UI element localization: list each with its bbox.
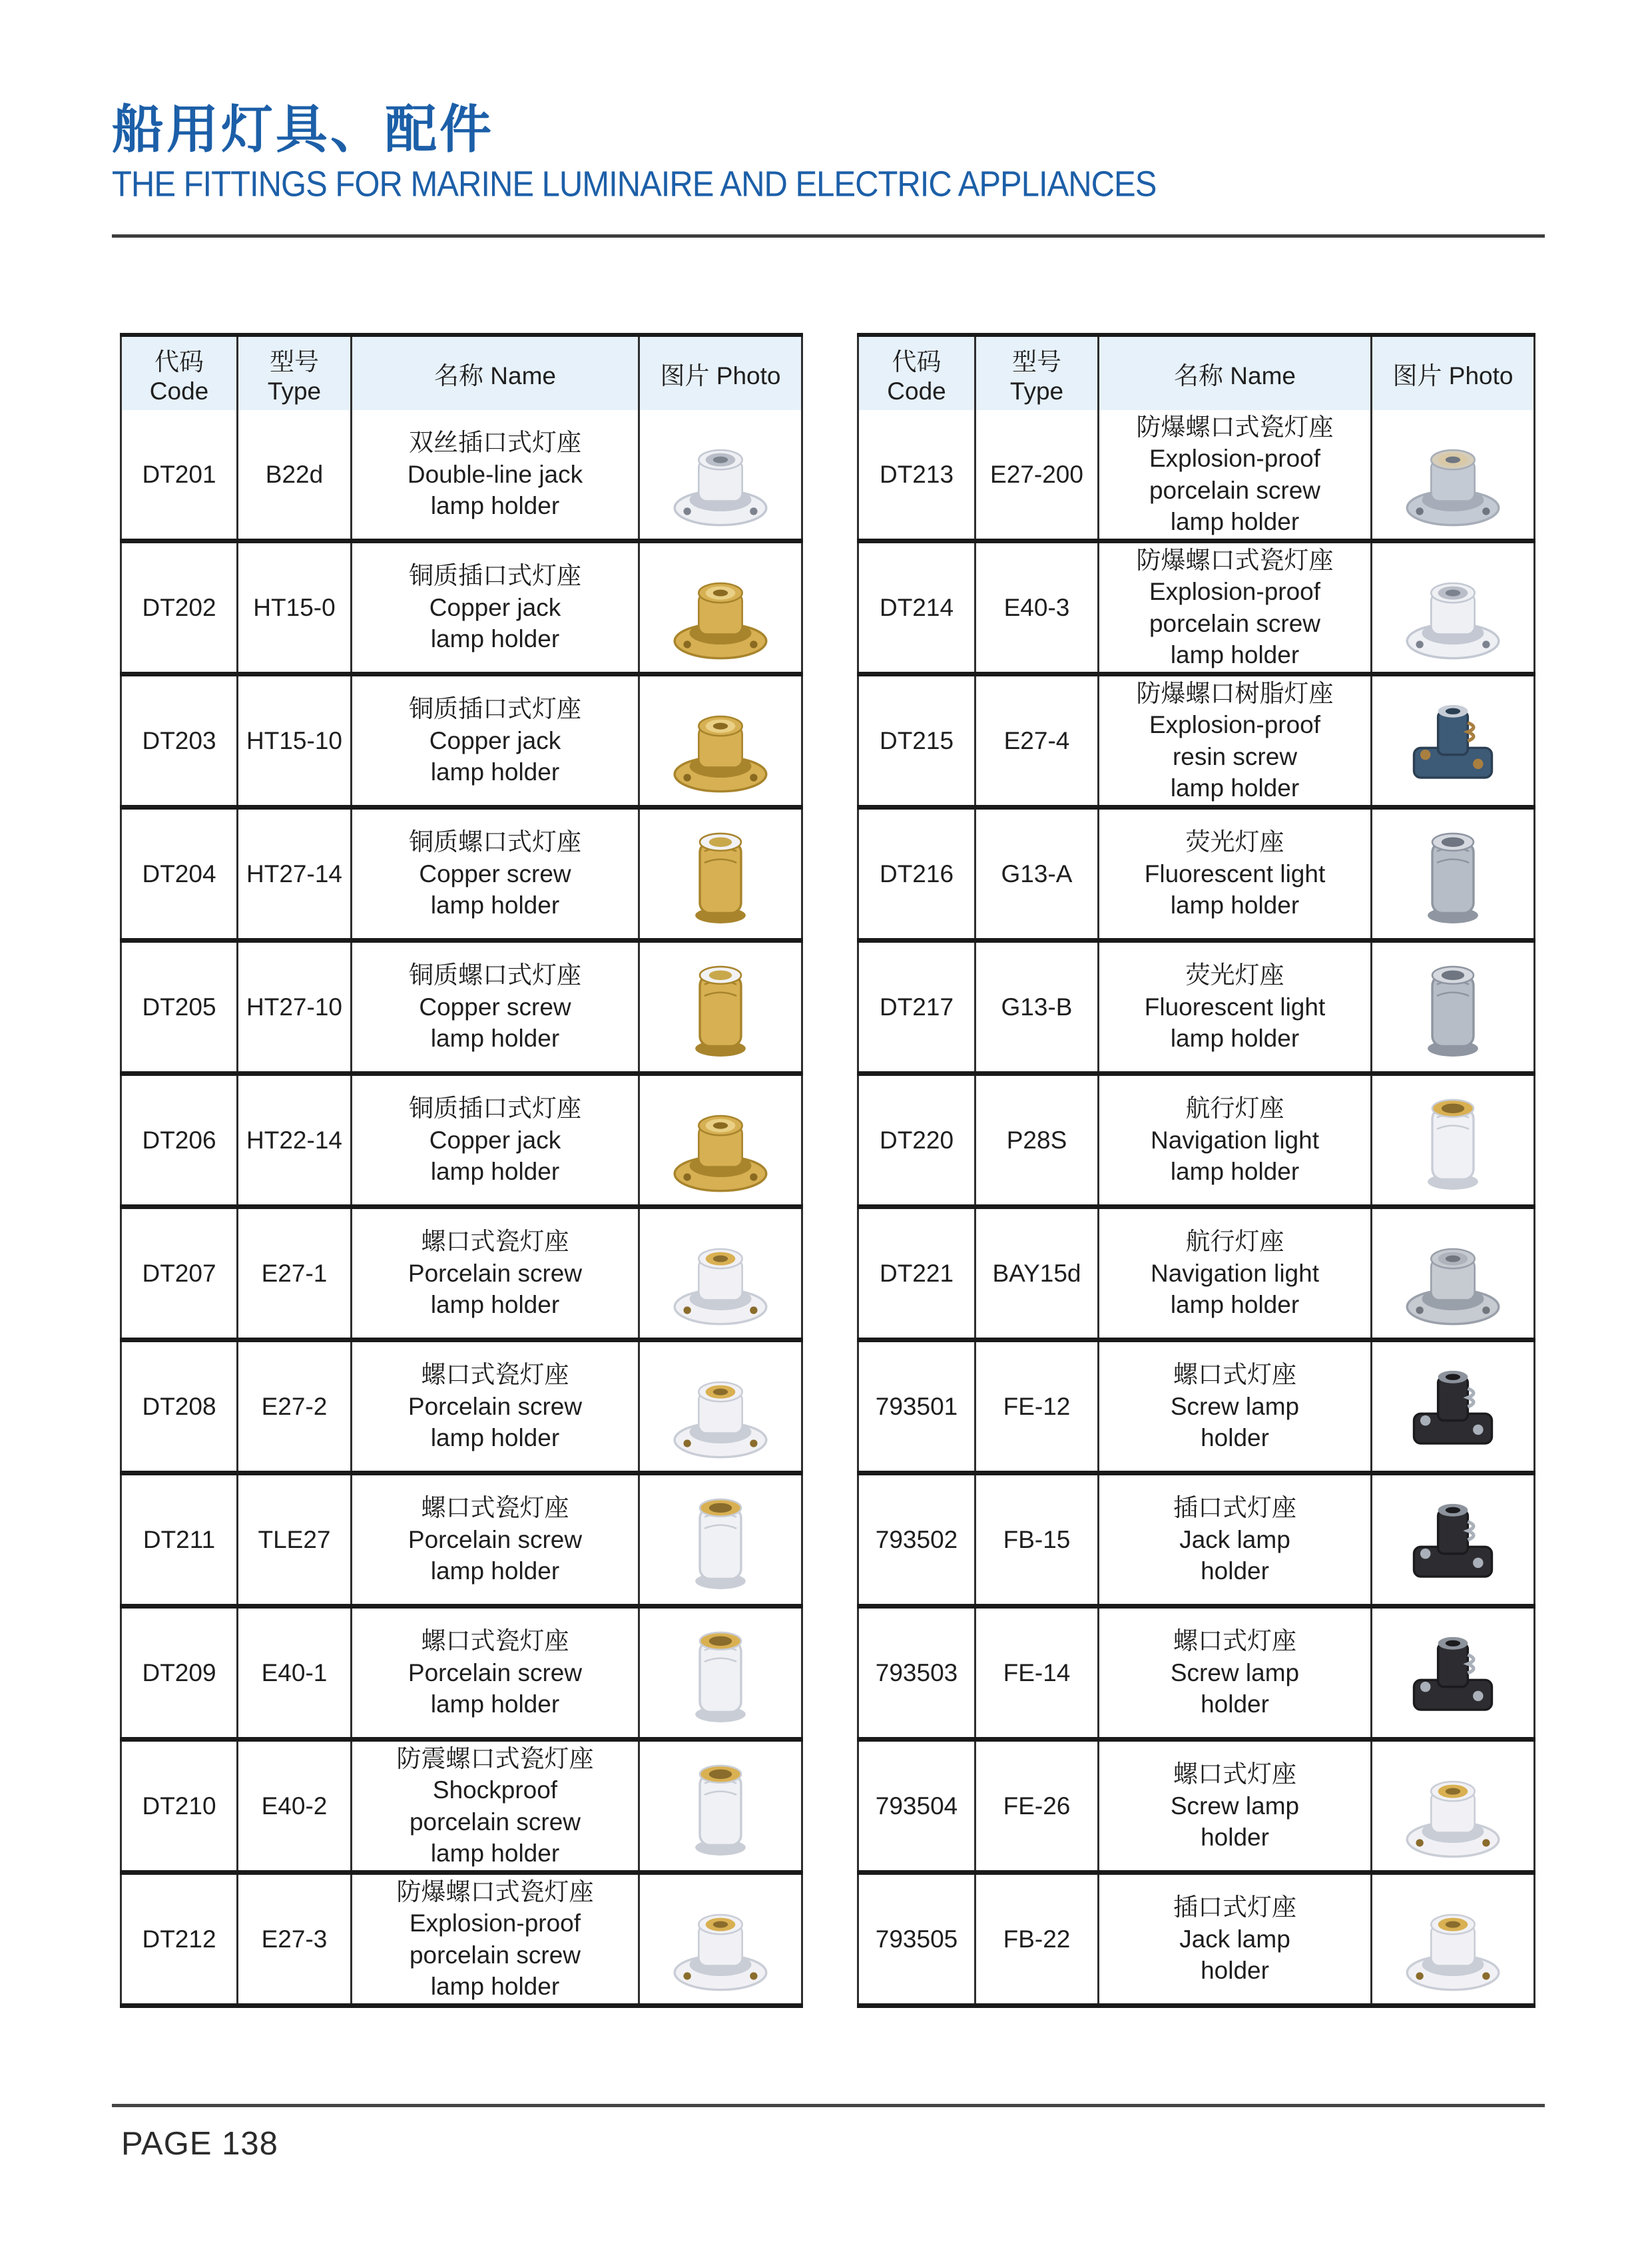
name-line: lamp holder	[430, 758, 560, 786]
name-line: Screw lamp	[1170, 1658, 1300, 1686]
name-line: Porcelain screw	[408, 1525, 583, 1553]
type-cell: BAY15d	[976, 1209, 1099, 1338]
name-line: Explosion-proof	[1149, 578, 1321, 606]
name-line: lamp holder	[430, 1839, 560, 1867]
type-cell: E40-2	[238, 1742, 352, 1870]
name-line: Copper jack	[429, 726, 561, 754]
photo-cell	[1372, 1609, 1535, 1737]
table-row	[857, 943, 1535, 1076]
name-cell	[1099, 543, 1372, 672]
name-line: holder	[1201, 1424, 1269, 1452]
column-header-photo: 图片 Photo	[640, 337, 803, 410]
photo-cell	[1372, 1076, 1535, 1204]
porcelain-cyl-lamp-holder-photo-icon	[663, 1749, 778, 1864]
name-line: 螺口式瓷灯座	[421, 1361, 569, 1389]
type-cell: E27-2	[238, 1342, 352, 1471]
name-line: 铜质螺口式灯座	[409, 828, 581, 856]
name-cell	[352, 1475, 640, 1604]
column-header-code: 代码 Code	[120, 337, 238, 410]
code-cell: DT203	[120, 676, 238, 805]
table-row	[857, 543, 1535, 676]
name-cell	[352, 1076, 640, 1204]
name-line: 铜质插口式灯座	[409, 1095, 581, 1122]
name-line: 铜质插口式灯座	[409, 695, 581, 723]
type-cell: G13-A	[976, 810, 1099, 938]
code-cell: 793501	[857, 1342, 976, 1471]
name-line: porcelain screw	[1149, 609, 1321, 637]
table-row	[857, 810, 1535, 943]
porcelain-cyl-lamp-holder-photo-icon	[663, 1616, 778, 1730]
name-line: porcelain screw	[409, 1941, 581, 1969]
name-line: lamp holder	[1170, 640, 1300, 668]
photo-cell	[1372, 676, 1535, 805]
name-line: lamp holder	[1170, 1025, 1300, 1053]
name-line: lamp holder	[430, 1424, 560, 1452]
type-cell: P28S	[976, 1076, 1099, 1204]
name-cell	[1099, 1742, 1372, 1870]
name-line: lamp holder	[1170, 507, 1300, 535]
name-line: lamp holder	[430, 625, 560, 653]
code-cell: DT201	[120, 410, 238, 539]
table-row	[120, 1342, 803, 1475]
table-row	[857, 1875, 1535, 2008]
name-cell	[352, 676, 640, 805]
table-row	[857, 676, 1535, 810]
name-cell	[352, 1742, 640, 1870]
name-line: resin screw	[1172, 742, 1298, 770]
name-line: 插口式灯座	[1173, 1494, 1296, 1522]
table-row	[857, 1076, 1535, 1209]
name-line: porcelain screw	[1149, 476, 1321, 504]
name-cell	[352, 410, 640, 539]
black-lamp-holder-photo-icon	[1396, 1483, 1510, 1597]
photo-cell	[1372, 543, 1535, 672]
column-header-name: 名称 Name	[352, 337, 640, 410]
name-line: Navigation light	[1151, 1259, 1319, 1287]
table-row	[120, 410, 803, 543]
code-cell: DT204	[120, 810, 238, 938]
name-cell	[1099, 1209, 1372, 1338]
name-line: 防爆螺口式瓷灯座	[396, 1877, 594, 1905]
photo-cell	[640, 1875, 803, 2003]
footer-rule	[112, 2104, 1545, 2107]
name-line: Porcelain screw	[408, 1658, 583, 1686]
name-line: 螺口式灯座	[1173, 1361, 1296, 1389]
porcelain-cyl-lamp-holder-photo-icon	[663, 1483, 778, 1597]
table-row	[857, 1209, 1535, 1342]
type-cell: G13-B	[976, 943, 1099, 1071]
table-row	[857, 1342, 1535, 1475]
porcelain-round-lamp-holder-photo-icon	[1396, 551, 1510, 665]
name-cell	[352, 1209, 640, 1338]
name-cell	[1099, 943, 1372, 1071]
table-row	[120, 1742, 803, 1875]
name-cell	[352, 1342, 640, 1471]
navy-lamp-holder-photo-icon	[1396, 684, 1510, 798]
column-header-photo: 图片 Photo	[1372, 337, 1535, 410]
gray-lamp-holder-photo-icon	[1396, 950, 1510, 1065]
name-line: Navigation light	[1151, 1126, 1319, 1154]
black-lamp-holder-photo-icon	[1396, 1350, 1510, 1464]
name-line: Double-line jack	[407, 460, 583, 488]
code-cell: DT212	[120, 1875, 238, 2003]
name-line: 双丝插口式灯座	[409, 429, 581, 457]
name-line: holder	[1201, 1690, 1269, 1718]
photo-cell	[1372, 1742, 1535, 1870]
silver-lamp-holder-photo-icon	[1396, 1216, 1510, 1331]
table-row	[857, 1742, 1535, 1875]
brass-lamp-holder-photo-icon	[663, 551, 778, 665]
black-lamp-holder-photo-icon	[1396, 1616, 1510, 1730]
code-cell: DT220	[857, 1076, 976, 1204]
code-cell: DT209	[120, 1609, 238, 1737]
name-cell	[1099, 810, 1372, 938]
photo-cell	[640, 1742, 803, 1870]
table-row	[120, 1875, 803, 2008]
photo-cell	[1372, 1209, 1535, 1338]
table-row	[857, 410, 1535, 543]
photo-cell	[640, 410, 803, 539]
type-cell: HT22-14	[238, 1076, 352, 1204]
name-line: 插口式灯座	[1173, 1893, 1296, 1921]
name-line: Fluorescent light	[1144, 860, 1326, 887]
name-line: 螺口式瓷灯座	[421, 1627, 569, 1655]
porcelain-lamp-holder-photo-icon	[1396, 1882, 1510, 1997]
code-cell: DT217	[857, 943, 976, 1071]
page-subtitle: THE FITTINGS FOR MARINE LUMINAIRE AND ELECTRIC APPLIANCES	[112, 164, 1157, 204]
name-cell	[1099, 676, 1372, 805]
name-line: 螺口式瓷灯座	[421, 1228, 569, 1256]
name-cell	[1099, 410, 1372, 539]
brass-white-lamp-holder-photo-icon	[663, 950, 778, 1065]
name-line: holder	[1201, 1957, 1269, 1985]
photo-cell	[1372, 1475, 1535, 1604]
name-line: lamp holder	[1170, 891, 1300, 919]
code-cell: DT213	[857, 410, 976, 539]
column-header-type: 型号 Type	[238, 337, 352, 410]
name-line: holder	[1201, 1557, 1269, 1585]
code-cell: DT221	[857, 1209, 976, 1338]
name-line: Copper screw	[419, 860, 571, 887]
photo-cell	[1372, 410, 1535, 539]
name-line: 螺口式灯座	[1173, 1627, 1296, 1655]
code-cell: 793502	[857, 1475, 976, 1604]
code-cell: DT202	[120, 543, 238, 672]
photo-cell	[640, 1609, 803, 1737]
name-cell	[352, 1609, 640, 1737]
name-line: 铜质插口式灯座	[409, 562, 581, 590]
porcelain-lamp-holder-photo-icon	[663, 1882, 778, 1997]
type-cell: E27-1	[238, 1209, 352, 1338]
type-cell: E40-3	[976, 543, 1099, 672]
name-line: Shockproof	[432, 1776, 558, 1804]
name-line: Fluorescent light	[1144, 993, 1326, 1021]
code-cell: DT211	[120, 1475, 238, 1604]
type-cell: E27-200	[976, 410, 1099, 539]
type-cell: HT15-10	[238, 676, 352, 805]
name-cell	[352, 810, 640, 938]
photo-cell	[640, 1475, 803, 1604]
type-cell: E27-4	[976, 676, 1099, 805]
photo-cell	[640, 676, 803, 805]
name-line: lamp holder	[430, 1158, 560, 1186]
name-line: Explosion-proof	[1149, 711, 1321, 739]
parts-table-left	[120, 333, 803, 2008]
type-cell: FB-15	[976, 1475, 1099, 1604]
name-line: lamp holder	[430, 1557, 560, 1585]
name-line: holder	[1201, 1824, 1269, 1852]
name-line: Copper screw	[419, 993, 571, 1021]
name-line: lamp holder	[1170, 774, 1300, 802]
table-row	[120, 1609, 803, 1742]
name-cell	[1099, 1875, 1372, 2003]
name-line: porcelain screw	[409, 1808, 581, 1836]
type-cell: FE-14	[976, 1609, 1099, 1737]
table-row	[857, 1475, 1535, 1609]
photo-cell	[1372, 810, 1535, 938]
parts-table-right	[857, 333, 1535, 2008]
photo-cell	[640, 810, 803, 938]
name-line: 防爆螺口树脂灯座	[1136, 679, 1334, 707]
photo-cell	[640, 543, 803, 672]
type-cell: HT27-10	[238, 943, 352, 1071]
name-line: lamp holder	[430, 1025, 560, 1053]
code-cell: DT206	[120, 1076, 238, 1204]
type-cell: E27-3	[238, 1875, 352, 2003]
code-cell: DT215	[857, 676, 976, 805]
gray-lamp-holder-photo-icon	[1396, 817, 1510, 931]
code-cell: DT210	[120, 1742, 238, 1870]
name-line: Copper jack	[429, 1126, 561, 1154]
code-cell: DT214	[857, 543, 976, 672]
table-row	[120, 810, 803, 943]
name-cell	[1099, 1076, 1372, 1204]
code-cell: 793503	[857, 1609, 976, 1737]
table-header-row	[857, 333, 1535, 410]
type-cell: FE-12	[976, 1342, 1099, 1471]
name-line: lamp holder	[430, 1690, 560, 1718]
name-line: lamp holder	[430, 492, 560, 520]
porcelain-round-lamp-holder-photo-icon	[663, 417, 778, 532]
table-row	[120, 1076, 803, 1209]
porcelain-cyl-lamp-holder-photo-icon	[1396, 1083, 1510, 1198]
name-line: lamp holder	[430, 1972, 560, 2000]
type-cell: HT27-14	[238, 810, 352, 938]
column-header-code: 代码 Code	[857, 337, 976, 410]
name-line: lamp holder	[1170, 1291, 1300, 1319]
brass-white-lamp-holder-photo-icon	[663, 817, 778, 931]
name-cell	[1099, 1475, 1372, 1604]
type-cell: FB-22	[976, 1875, 1099, 2003]
name-line: 螺口式瓷灯座	[421, 1494, 569, 1522]
name-line: 防震螺口式瓷灯座	[396, 1744, 594, 1772]
table-row	[120, 1475, 803, 1609]
name-line: 航行灯座	[1185, 1095, 1284, 1122]
name-line: Jack lamp	[1179, 1925, 1290, 1953]
photo-cell	[640, 1076, 803, 1204]
photo-cell	[1372, 1342, 1535, 1471]
name-cell	[352, 543, 640, 672]
name-line: lamp holder	[430, 891, 560, 919]
type-cell: TLE27	[238, 1475, 352, 1604]
name-line: Copper jack	[429, 593, 561, 621]
name-line: Jack lamp	[1179, 1525, 1290, 1553]
name-line: Porcelain screw	[408, 1259, 583, 1287]
photo-cell	[640, 943, 803, 1071]
gray-dome-lamp-holder-photo-icon	[1396, 417, 1510, 532]
code-cell: DT205	[120, 943, 238, 1071]
code-cell: DT208	[120, 1342, 238, 1471]
name-line: 荧光灯座	[1185, 961, 1284, 989]
table-row	[120, 943, 803, 1076]
table-row	[120, 543, 803, 676]
name-line: Screw lamp	[1170, 1792, 1300, 1820]
column-header-type: 型号 Type	[976, 337, 1099, 410]
porcelain-lamp-holder-photo-icon	[663, 1350, 778, 1464]
name-cell	[352, 943, 640, 1071]
name-line: lamp holder	[430, 1291, 560, 1319]
page-title: 船用灯具、配件	[112, 100, 495, 158]
column-header-name: 名称 Name	[1099, 337, 1372, 410]
code-cell: 793505	[857, 1875, 976, 2003]
photo-cell	[640, 1209, 803, 1338]
photo-cell	[1372, 1875, 1535, 2003]
table-header-row	[120, 333, 803, 410]
name-line: 荧光灯座	[1185, 828, 1284, 856]
porcelain-lamp-holder-photo-icon	[1396, 1749, 1510, 1864]
photo-cell	[640, 1342, 803, 1471]
code-cell: 793504	[857, 1742, 976, 1870]
name-line: 防爆螺口式瓷灯座	[1136, 546, 1334, 574]
table-row	[120, 676, 803, 810]
code-cell: DT216	[857, 810, 976, 938]
name-line: Explosion-proof	[409, 1909, 581, 1937]
name-cell	[1099, 1342, 1372, 1471]
type-cell: B22d	[238, 410, 352, 539]
brass-lamp-holder-photo-icon	[663, 1083, 778, 1198]
name-cell	[1099, 1609, 1372, 1737]
porcelain-lamp-holder-photo-icon	[663, 1216, 778, 1331]
name-line: Screw lamp	[1170, 1392, 1300, 1420]
page-number: PAGE 138	[121, 2126, 278, 2162]
table-row	[857, 1609, 1535, 1742]
brass-lamp-holder-photo-icon	[663, 684, 778, 798]
photo-cell	[1372, 943, 1535, 1071]
type-cell: E40-1	[238, 1609, 352, 1737]
name-line: 螺口式灯座	[1173, 1760, 1296, 1788]
name-line: 航行灯座	[1185, 1228, 1284, 1256]
type-cell: HT15-0	[238, 543, 352, 672]
name-line: Explosion-proof	[1149, 445, 1321, 473]
header-rule	[112, 234, 1545, 238]
table-row	[120, 1209, 803, 1342]
type-cell: FE-26	[976, 1742, 1099, 1870]
name-line: 防爆螺口式瓷灯座	[1136, 413, 1334, 441]
name-line: Porcelain screw	[408, 1392, 583, 1420]
name-line: lamp holder	[1170, 1158, 1300, 1186]
code-cell: DT207	[120, 1209, 238, 1338]
name-cell	[352, 1875, 640, 2003]
name-line: 铜质螺口式灯座	[409, 961, 581, 989]
